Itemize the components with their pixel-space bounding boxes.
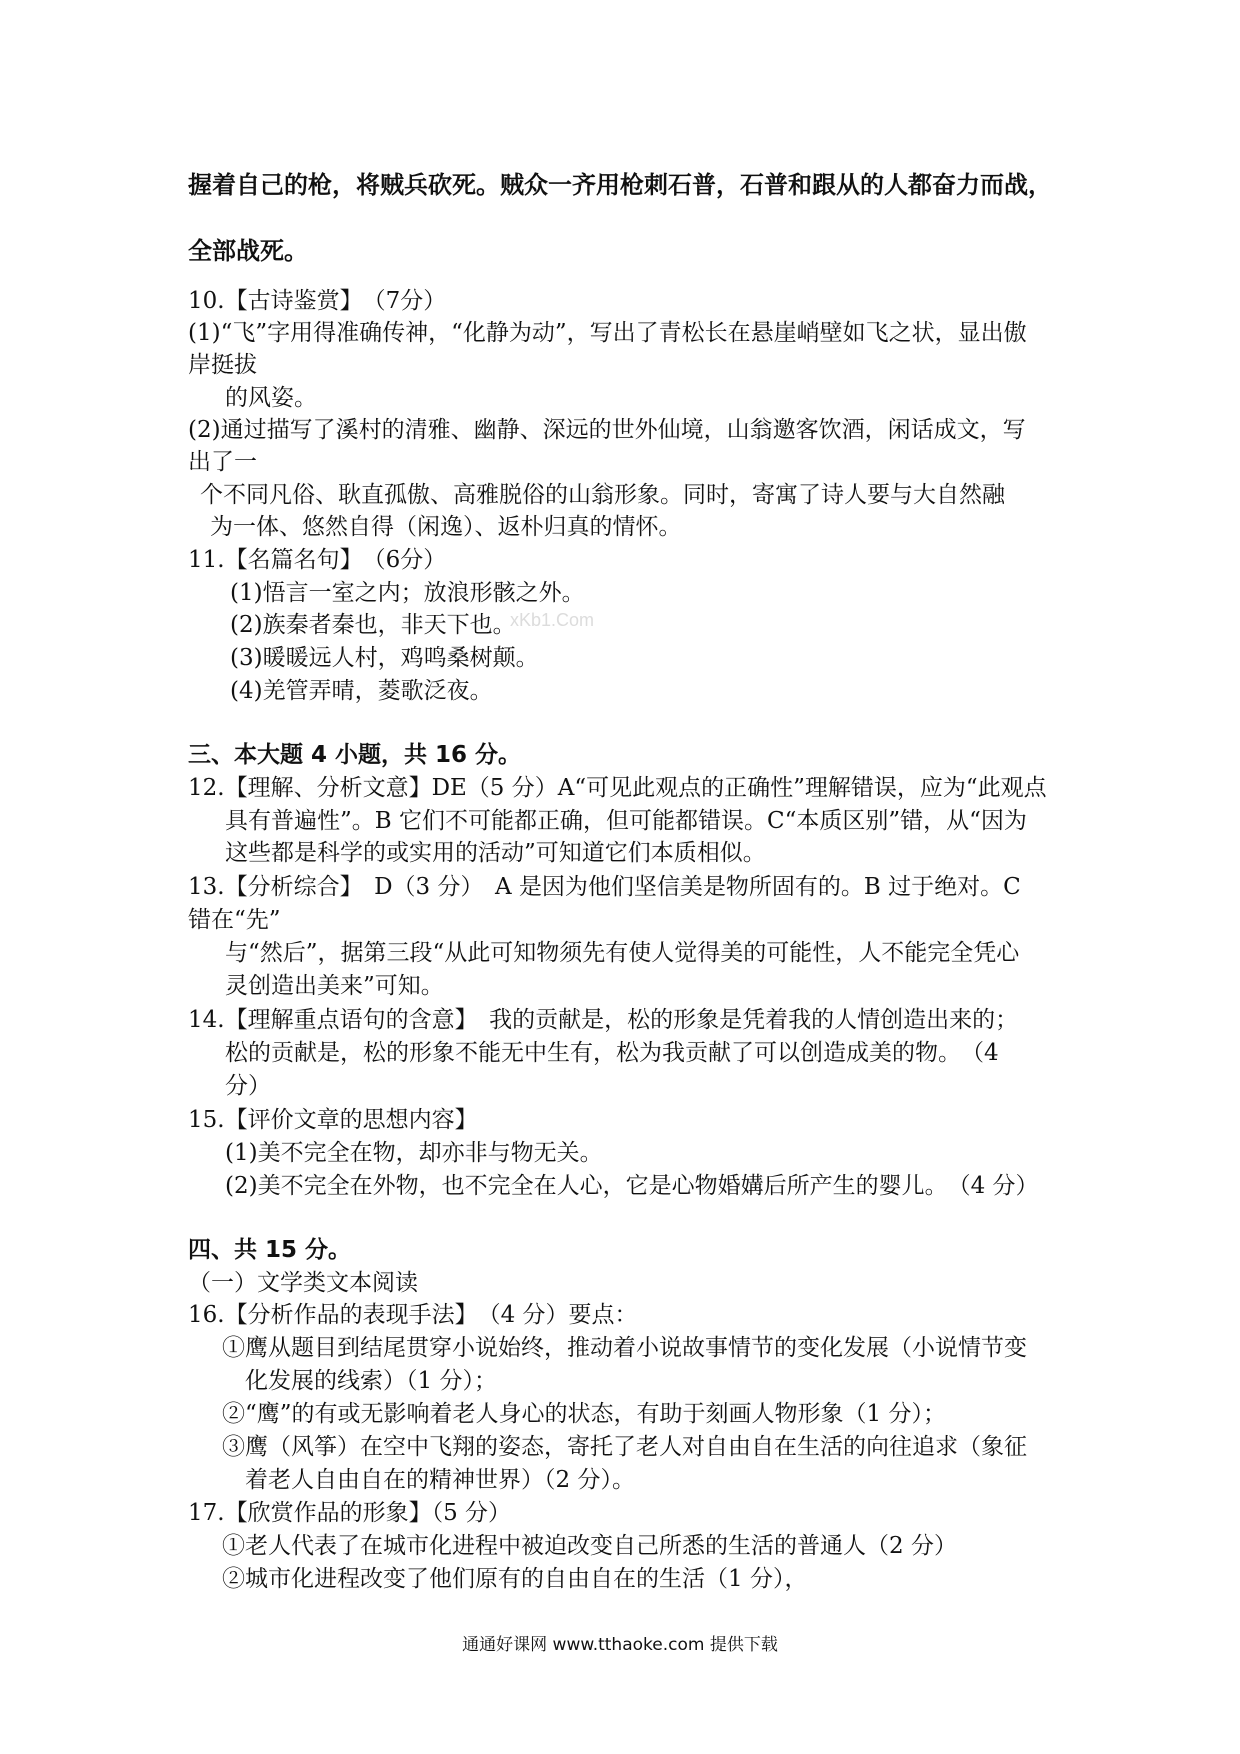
answer-line: (1)“飞”字用得准确传神，“化静为动”，写出了青松长在悬崖峭壁如飞之状，显出傲 <box>188 320 1027 346</box>
paragraph-line: 握着自己的枪，将贼兵砍死。贼众一齐用枪刺石普，石普和跟从的人都奋力而战， <box>188 171 1052 199</box>
watermark: xKb1.Com <box>510 610 595 630</box>
paragraph-line: 全部战死。 <box>188 237 308 265</box>
answer-line: ②城市化进程改变了他们原有的自由自在的生活（1 分）， <box>222 1566 808 1592</box>
answer-line: (2)通过描写了溪村的清雅、幽静、深远的世外仙境，山翁邀客饮酒，闲话成文，写 <box>188 417 1026 443</box>
answer-line: 与“然后”，据第三段“从此可知物须先有使人觉得美的可能性，人不能完全凭心 <box>225 940 1020 966</box>
answer-line: (3)暖暖远人村，鸡鸣桑树颠。 <box>230 645 539 671</box>
question-title: 17.【欣赏作品的形象】（5 分） <box>188 1500 512 1526</box>
answer-line: 具有普遍性”。B 它们不可能都正确，但可能都错误。C“本质区别”错，从“因为 <box>225 808 1027 834</box>
answer-line: 个不同凡俗、耿直孤傲、高雅脱俗的山翁形象。同时，寄寓了诗人要与大自然融 <box>200 482 1005 508</box>
answer-line: 错在“先” <box>188 907 281 933</box>
section-heading: 三、本大题 4 小题，共 16 分。 <box>188 742 522 768</box>
answer-line: (2)族秦者秦也，非天下也。 <box>230 612 516 638</box>
answer-line: ②“鹰”的有或无影响着老人身心的状态，有助于刻画人物形象（1 分）； <box>222 1401 946 1427</box>
answer-line: ①老人代表了在城市化进程中被迫改变自己所悉的生活的普通人（2 分） <box>222 1533 957 1559</box>
subsection-heading: （一）文学类文本阅读 <box>188 1270 418 1296</box>
answer-line: (1)美不完全在物，却亦非与物无关。 <box>225 1140 603 1166</box>
answer-line: 为一体、悠然自得（闲逸）、返朴归真的情怀。 <box>210 514 682 540</box>
answer-line: ③鹰（风筝）在空中飞翔的姿态，寄托了老人对自由自在生活的向往追求（象征 <box>222 1434 1027 1460</box>
question-title: 11.【名篇名句】 （6分） <box>188 547 447 573</box>
answer-line: (1)悟言一室之内；放浪形骸之外。 <box>230 580 585 606</box>
answer-line: (4)羌管弄晴，菱歌泛夜。 <box>230 678 493 704</box>
question-title: 15.【评价文章的思想内容】 <box>188 1107 478 1133</box>
question-title: 16.【分析作品的表现手法】 （4 分）要点： <box>188 1302 638 1328</box>
answer-line: 的风姿。 <box>225 385 317 411</box>
answer-line: 灵创造出美来”可知。 <box>225 973 444 999</box>
section-heading: 四、共 15 分。 <box>188 1237 352 1263</box>
answer-line: 分） <box>225 1073 271 1099</box>
answer-line: 岸挺拔 <box>188 352 257 378</box>
question-title: 10.【古诗鉴赏】 （7分） <box>188 288 447 314</box>
answer-line: 12.【理解、分析文意】DE（5 分）A“可见此观点的正确性”理解错误，应为“此观点 <box>188 775 1047 801</box>
answer-line: 松的贡献是，松的形象不能无中生有，松为我贡献了可以创造成美的物。 （4 <box>225 1040 999 1066</box>
answer-line: 化发展的线索）（1 分）； <box>245 1368 497 1394</box>
answer-line: 着老人自由自在的精神世界）（2 分）。 <box>245 1467 635 1493</box>
answer-line: 出了一 <box>188 449 257 475</box>
answer-line: 13.【分析综合】 D（3 分） A 是因为他们坚信美是物所固有的。B 过于绝对。C <box>188 874 1021 900</box>
answer-line: ①鹰从题目到结尾贯穿小说始终，推动着小说故事情节的变化发展（小说情节变 <box>222 1335 1027 1361</box>
answer-line: 14.【理解重点语句的含意】 我的贡献是，松的形象是凭着我的人情创造出来的； <box>188 1007 1019 1033</box>
page-footer: 通通好课网 www.tthaoke.com 提供下载 <box>462 1635 778 1655</box>
answer-line: (2)美不完全在外物，也不完全在人心，它是心物婚媾后所产生的婴儿。 （4 分） <box>225 1173 1039 1199</box>
answer-line: 这些都是科学的或实用的活动”可知道它们本质相似。 <box>225 840 766 866</box>
